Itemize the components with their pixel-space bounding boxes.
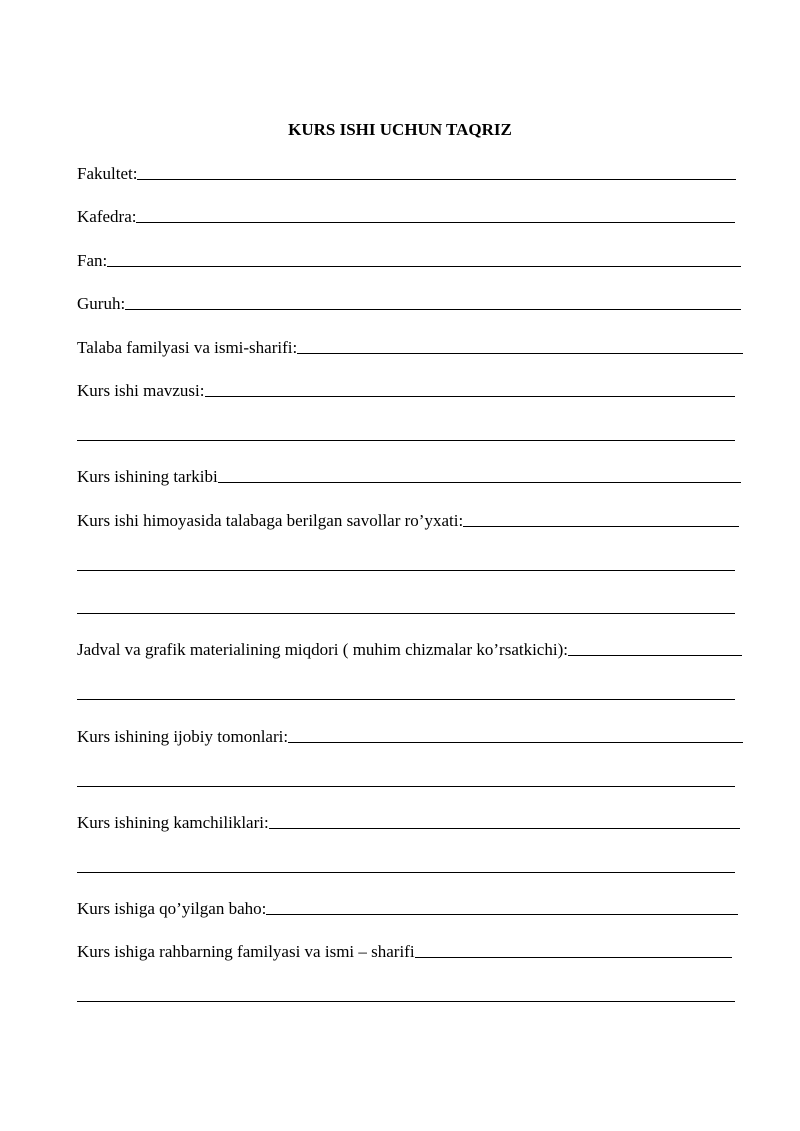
field-mavzu-blank[interactable] [205,396,736,397]
field-jadval [77,639,742,661]
field-ijobiy-blank[interactable] [288,742,743,743]
field-talaba-name [77,337,743,359]
field-baho [77,898,738,920]
field-ijobiy [77,726,743,748]
field-fan-blank[interactable] [107,266,741,267]
field-savollar-extra-line-1[interactable] [77,570,735,571]
field-kafedra-label: Kafedra: [77,207,137,226]
field-rahbar-extra-line[interactable] [77,1001,735,1002]
field-rahbar-blank[interactable] [415,957,732,958]
field-fakultet-label: Fakultet: [77,164,138,183]
field-rahbar-label: Kurs ishiga rahbarning familyasi va ismi – sharifi [77,942,415,961]
field-tarkibi-blank[interactable] [218,482,741,483]
field-jadval-extra-line[interactable] [77,699,735,700]
field-tarkibi [77,466,741,488]
field-guruh-label: Guruh: [77,294,126,313]
field-kamchilik-extra-line[interactable] [77,872,735,873]
field-baho-label: Kurs ishiga qo’yilgan baho: [77,899,267,918]
form-title: KURS ISHI UCHUN TAQRIZ [288,120,512,139]
field-kamchilik [77,812,740,834]
field-ijobiy-label: Kurs ishining ijobiy tomonlari: [77,727,289,746]
field-kamchilik-blank[interactable] [269,828,740,829]
field-savollar-label: Kurs ishi himoyasida talabaga berilgan savollar ro’yxati: [77,511,464,530]
field-talaba-name-blank[interactable] [297,353,743,354]
field-kamchilik-label: Kurs ishining kamchiliklari: [77,813,269,832]
field-mavzu [77,380,735,402]
field-mavzu-label: Kurs ishi mavzusi: [77,381,205,400]
field-kafedra-blank[interactable] [136,222,735,223]
field-jadval-blank[interactable] [568,655,742,656]
field-ijobiy-extra-line[interactable] [77,786,735,787]
field-fakultet-blank[interactable] [137,179,736,180]
field-guruh-blank[interactable] [125,309,741,310]
field-kafedra [77,206,735,228]
field-baho-blank[interactable] [266,914,738,915]
field-rahbar [77,941,732,963]
field-savollar [77,510,739,532]
field-jadval-label: Jadval va grafik materialining miqdori ( muhim chizmalar ko’rsatkichi): [77,640,568,659]
field-tarkibi-label: Kurs ishining tarkibi [77,467,218,486]
field-fakultet [77,163,736,185]
field-fan-label: Fan: [77,251,108,270]
field-fan [77,250,741,272]
field-guruh [77,293,741,315]
field-savollar-blank[interactable] [463,526,739,527]
field-talaba-name-label: Talaba familyasi va ismi-sharifi: [77,338,298,357]
field-savollar-extra-line-2[interactable] [77,613,735,614]
field-mavzu-extra-line[interactable] [77,440,735,441]
